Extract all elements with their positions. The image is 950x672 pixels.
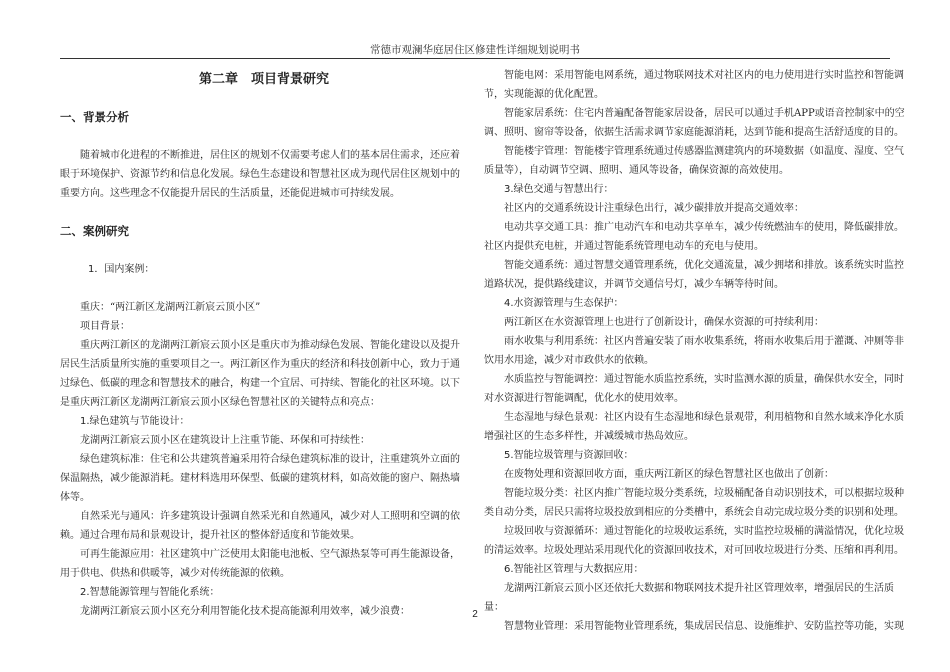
header-rule <box>60 58 890 59</box>
chapter-title: 第二章 项目背景研究 <box>198 72 329 87</box>
green-building-heading: 1.绿色建筑与节能设计： <box>80 416 190 427</box>
electric-sharing: 电动共享交通工具：推广电动汽车和电动共享单车，减少传统燃油车的使用，降低碳排放。社区内提供充电桩，并通过智能系统管理电动车的充电与使用。 <box>484 222 904 252</box>
smart-grid: 智能电网：采用智能电网系统，通过物联网技术对社区内的电力使用进行实时监控和智能调节，实现能源的优化配置。 <box>484 70 904 100</box>
case-background-label: 项目背景： <box>80 321 130 332</box>
natural-light-ventilation: 自然采光与通风：许多建筑设计强调自然采光和自然通风，减少对人工照明和空调的依赖。通过合理布局和景观设计，提升社区的整体舒适度和节能效果。 <box>60 511 460 541</box>
running-header: 常德市观澜华庭居住区修建性详细规划说明书 <box>370 44 580 56</box>
smart-home: 智能家居系统：住宅内普遍配备智能家居设备，居民可以通过手机APP或语音控制家中的空调、照明、窗帘等设备，依据生活需求调节家庭能源消耗，达到节能和提高生活舒适度的目的。 <box>484 108 905 138</box>
case-name: 重庆：“两江新区龙湖两江新宸云顶小区” <box>80 302 261 313</box>
smart-building: 智能楼宇管理：智能楼宇管理系统通过传感器监测建筑内的环境数据（如温度、湿度、空气质量等），自动调节空调、照明、通风等设备，确保资源的高效使用。 <box>484 146 904 176</box>
bigdata-intro: 龙湖两江新宸云顶小区还依托大数据和物联网技术提升社区管理效率，增强居民的生活质量： <box>484 583 894 613</box>
green-traffic-heading: 3.绿色交通与智慧出行： <box>504 184 614 195</box>
waste-recycling: 垃圾回收与资源循环：通过智能化的垃圾收运系统，实时监控垃圾桶的满溢情况，优化垃圾的清运效率。垃圾处理站采用现代化的资源回收技术，对可回收垃圾进行分类、压缩和再利用。 <box>484 526 904 556</box>
smart-energy-intro: 龙湖两江新宸云顶小区充分利用智能化技术提高能源利用效率，减少浪费： <box>80 606 410 617</box>
smart-energy-heading: 2.智慧能源管理与智能化系统： <box>80 587 220 598</box>
green-building-intro: 龙湖两江新宸云顶小区在建筑设计上注重节能、环保和可持续性： <box>80 435 370 446</box>
waste-heading: 5.智能垃圾管理与资源回收： <box>504 450 634 461</box>
bigdata-heading: 6.智能社区管理与大数据应用： <box>504 564 644 575</box>
wetland: 生态湿地与绿色景观：社区内设有生态湿地和绿色景观带，利用植物和自然水域来净化水质增强社区的生态多样性，并减缓城市热岛效应。 <box>484 412 904 442</box>
section-background-analysis: 一、背景分析 <box>60 110 129 124</box>
water-intro: 两江新区在水资源管理上也进行了创新设计，确保水资源的可持续利用： <box>504 317 824 328</box>
right-column <box>484 66 910 636</box>
renewable-energy: 可再生能源应用：社区建筑中广泛使用太阳能电池板、空气源热泵等可再生能源设备，用于供电、供热和供暖等，减少对传统能源的依赖。 <box>60 549 460 579</box>
domestic-case-heading: 1．国内案例： <box>88 264 155 275</box>
page-number: 2 <box>472 609 478 620</box>
section-case-study: 二、案例研究 <box>60 224 129 238</box>
case-background-paragraph: 重庆两江新区的龙湖两江新宸云顶小区是重庆市为推动绿色发展、智能化建设以及提升居民生活质量所实施的重要项目之一。两江新区作为重庆的经济和科技创新中心，致力于通过绿色、低碳的理念和智慧技术的融合，构建一个宜居、可持续、智能化的社区环境。以下是重庆两江新区龙湖两江新宸云顶小区绿色智慧社区的关键特点和亮点： <box>60 340 460 408</box>
smart-traffic: 智能交通系统：通过智慧交通管理系统，优化交通流量，减少拥堵和排放。该系统实时监控道路状况，提供路线建议，并调节交通信号灯，减少车辆等待时间。 <box>484 260 904 290</box>
waste-intro: 在废物处理和资源回收方面，重庆两江新区的绿色智慧社区也做出了创新： <box>504 469 834 480</box>
smart-property: 智慧物业管理：采用智能物业管理系统，集成居民信息、设施维护、安防监控等功能，实现 <box>504 621 904 632</box>
water-quality: 水质监控与智能调控：通过智能水质监控系统，实时监测水源的质量，确保供水安全，同时对水资源进行智能调配，优化水的使用效率。 <box>484 374 904 404</box>
waste-sorting: 智能垃圾分类：社区内推广智能垃圾分类系统，垃圾桶配备自动识别技术，可以根据垃圾种类自动分类，居民只需将垃圾投放到相应的分类槽中，系统会自动完成垃圾分类的识别和处理。 <box>484 488 904 518</box>
rainwater: 雨水收集与利用系统：社区内普遍安装了雨水收集系统，将雨水收集后用于灌溉、冲厕等非饮用水用途，减少对市政供水的依赖。 <box>484 336 904 366</box>
green-building-standard: 绿色建筑标准：住宅和公共建筑普遍采用符合绿色建筑标准的设计，注重建筑外立面的保温隔热，减少能源消耗。建材料选用环保型、低碳的建筑材料，如高效能的窗户、隔热墙体等。 <box>60 454 460 503</box>
background-paragraph: 随着城市化进程的不断推进，居住区的规划不仅需要考虑人们的基本居住需求，还应着眼于环境保护、资源节约和信息化发展。绿色生态建设和智慧社区成为现代居住区规划中的重要方向。这些理念不仅能提升居民的生活质量，还能促进城市可持续发展。 <box>60 150 460 199</box>
left-column <box>60 66 468 621</box>
water-heading: 4.水资源管理与生态保护： <box>504 298 624 309</box>
green-traffic-intro: 社区内的交通系统设计注重绿色出行，减少碳排放并提高交通效率： <box>504 203 804 214</box>
